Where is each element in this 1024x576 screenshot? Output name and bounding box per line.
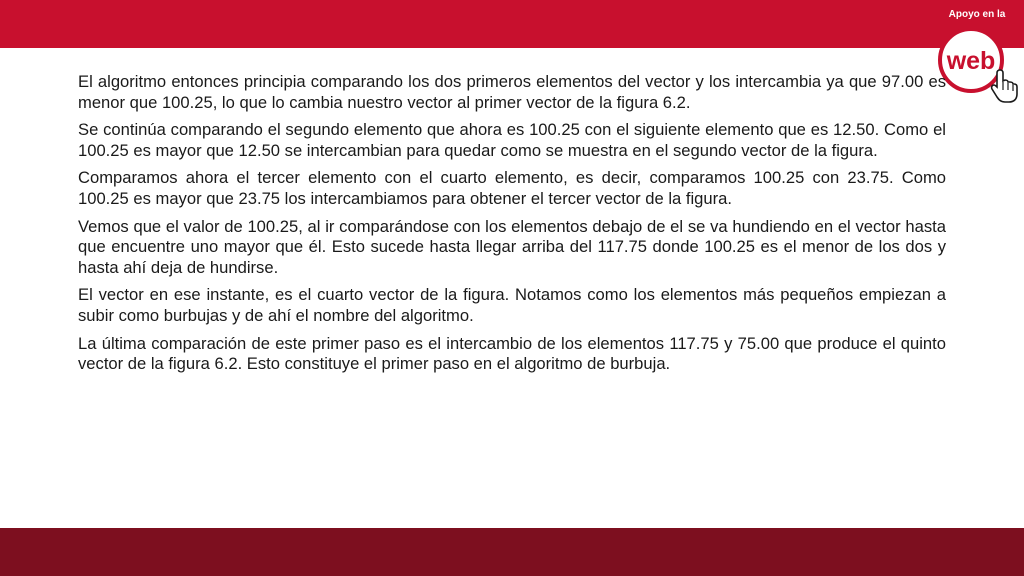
top-header-band — [0, 0, 1024, 48]
bottom-footer-band — [0, 528, 1024, 576]
paragraph-2: Se continúa comparando el segundo elemento que ahora es 100.25 con el siguiente elemento que es 12.50. Como el 100.25 es mayor que 12.50 se intercambian para quedar como se muestra en el segundo vector de la figura. — [78, 120, 946, 160]
paragraph-5: El vector en ese instante, es el cuarto vector de la figura. Notamos como los elementos más pequeños empiezan a subir como burbujas y de ahí el nombre del algoritmo. — [78, 285, 946, 325]
logo-caption: Apoyo en la — [948, 9, 1006, 20]
slide-body-text — [78, 72, 946, 382]
paragraph-6: La última comparación de este primer paso es el intercambio de los elementos 117.75 y 75.00 que produce el quinto vector de la figura 6.2. Esto constituye el primer paso en el algoritmo de burbuja. — [78, 333, 946, 374]
paragraph-3: Comparamos ahora el tercer elemento con el cuarto elemento, es decir, comparamos 100.25 con 23.75. Como 100.25 es mayor que 23.75 los intercambiamos para obtener el tercer vector de la figura. — [78, 168, 946, 208]
paragraph-1: El algoritmo entonces principia comparando los dos primeros elementos del vector y los intercambia ya que 97.00 es menor que 100.25, lo que lo cambia nuestro vector al primer vector de la figura 6.2. — [78, 72, 946, 112]
paragraph-4: Vemos que el valor de 100.25, al ir comparándose con los elementos debajo de el se va hundiendo en el vector hasta que encuentre uno mayor que él. Esto sucede hasta llegar arriba del 117.75 donde 100.25 es el menor de los dos y hasta ahí deja de hundirse. — [78, 216, 946, 277]
logo-word: web — [946, 47, 996, 75]
